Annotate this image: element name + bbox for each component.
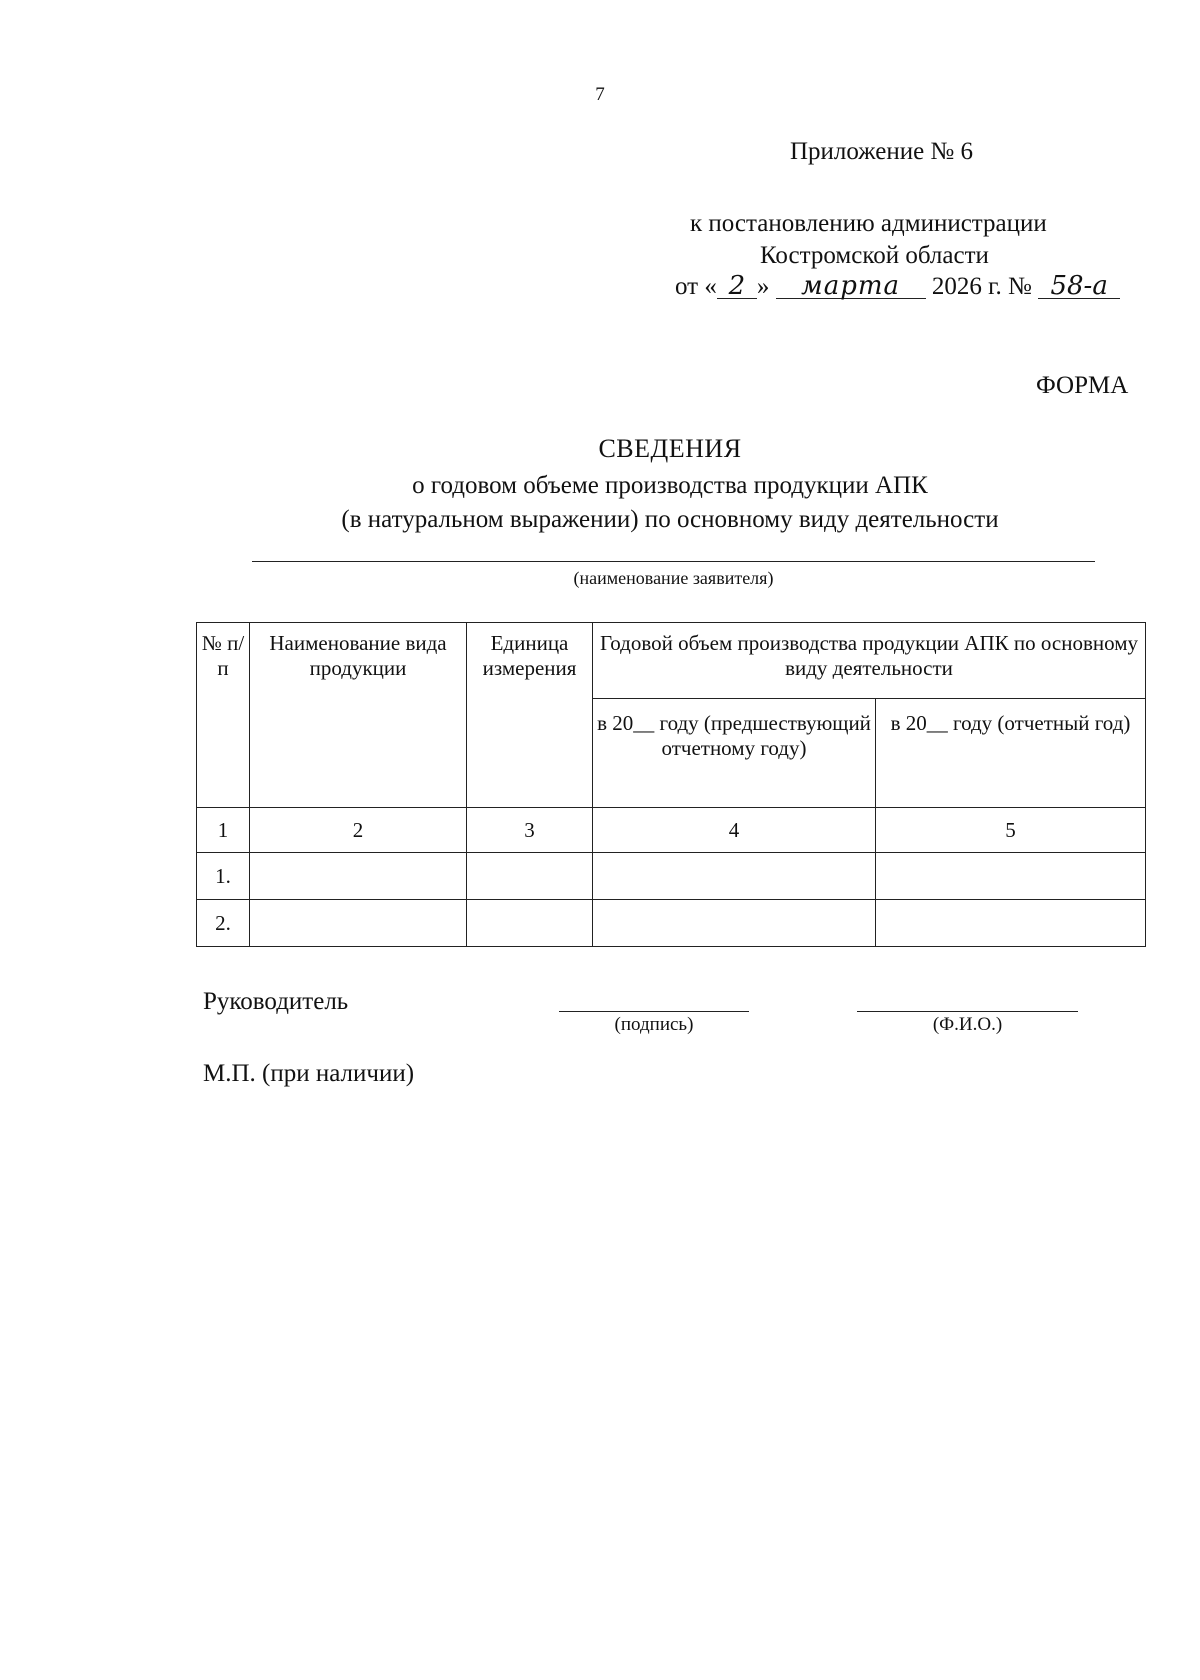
handwritten-month: марта xyxy=(776,274,926,299)
decree-reference: к постановлению администрации xyxy=(690,210,1047,237)
column-number-row xyxy=(197,808,1146,853)
product-cell[interactable] xyxy=(250,853,467,900)
decree-date-line xyxy=(675,273,1120,307)
handwritten-decree-number: 58-а xyxy=(1038,274,1120,299)
header-prev-year: в 20__ году (предшествующий отчетному году) xyxy=(593,699,876,808)
column-number: 1 xyxy=(197,808,250,853)
signature-line[interactable] xyxy=(559,1011,749,1012)
table-row xyxy=(197,900,1146,947)
header-num: № п/п xyxy=(197,623,250,808)
report-year-cell[interactable] xyxy=(876,853,1146,900)
handwritten-day: 2 xyxy=(717,274,757,299)
page-number: 7 xyxy=(595,84,605,105)
fio-line[interactable] xyxy=(857,1011,1078,1012)
applicant-name-line[interactable] xyxy=(252,561,1095,562)
document-subtitle-line1: о годовом объеме производства продукции АПК xyxy=(412,472,928,499)
column-number: 2 xyxy=(250,808,467,853)
appendix-title: Приложение № 6 xyxy=(790,138,974,165)
unit-cell[interactable] xyxy=(467,853,593,900)
document-title: СВЕДЕНИЯ xyxy=(598,434,742,463)
report-year-cell[interactable] xyxy=(876,900,1146,947)
decree-region: Костромской области xyxy=(760,242,989,269)
table-row xyxy=(197,853,1146,900)
column-number: 4 xyxy=(593,808,876,853)
date-mid: » xyxy=(756,273,770,300)
row-number: 2. xyxy=(197,900,250,947)
date-prefix: от « xyxy=(675,273,717,300)
row-number: 1. xyxy=(197,853,250,900)
production-volume-table xyxy=(196,622,1146,947)
header-report-year: в 20__ году (отчетный год) xyxy=(876,699,1146,808)
applicant-caption: (наименование заявителя) xyxy=(573,568,774,588)
product-cell[interactable] xyxy=(250,900,467,947)
form-label: ФОРМА xyxy=(1036,372,1129,399)
column-number: 3 xyxy=(467,808,593,853)
header-unit: Единица измерения xyxy=(467,623,593,808)
column-number: 5 xyxy=(876,808,1146,853)
fio-caption: (Ф.И.О.) xyxy=(932,1014,1003,1035)
seal-label: М.П. (при наличии) xyxy=(203,1060,415,1087)
header-annual-volume: Годовой объем производства продукции АПК по основному виду деятельности xyxy=(593,623,1146,699)
header-product-name: Наименование вида продукции xyxy=(250,623,467,808)
prev-year-cell[interactable] xyxy=(593,900,876,947)
prev-year-cell[interactable] xyxy=(593,853,876,900)
unit-cell[interactable] xyxy=(467,900,593,947)
document-subtitle-line2: (в натуральном выражении) по основному виду деятельности xyxy=(341,506,999,533)
table-header-row xyxy=(197,623,1146,699)
head-label: Руководитель xyxy=(203,988,349,1015)
signature-caption: (подпись) xyxy=(614,1014,694,1035)
date-year: 2026 г. № xyxy=(931,273,1032,300)
